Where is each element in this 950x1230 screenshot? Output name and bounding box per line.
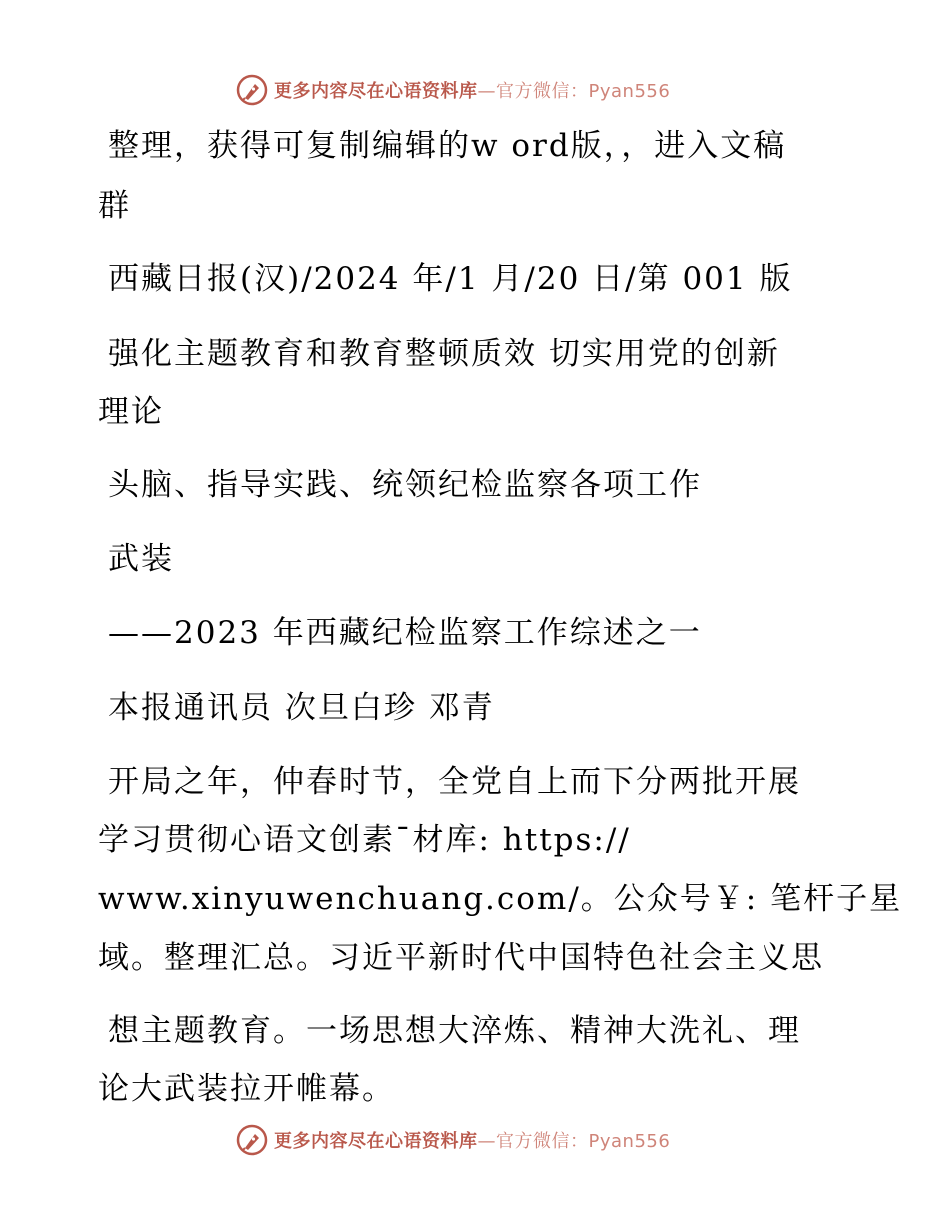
body-line-11: 学习贯彻心语文创素¯材库: https:// bbox=[98, 822, 631, 858]
body-line-15: 论大武装拉开帷幕。 bbox=[98, 1071, 395, 1107]
body-line-10: 开局之年，仲春时节，全党自上而下分两批开展 bbox=[108, 764, 801, 800]
banner-brand-text: 更多内容尽在心语资料库 bbox=[274, 81, 478, 102]
body-line-1: 整理，获得可复制编辑的w ord版，，进入文稿 bbox=[108, 128, 787, 164]
banner-brand-text: 更多内容尽在心语资料库 bbox=[274, 1131, 478, 1152]
body-line-12: www.xinyuwenchuang.com/。公众号￥: 笔杆子星 bbox=[98, 881, 903, 917]
footer-banner bbox=[236, 1122, 670, 1158]
body-line-14: 想主题教育。一场思想大淬炼、精神大洗礼、理 bbox=[108, 1013, 801, 1049]
fountain-pen-nib-icon bbox=[236, 1124, 268, 1156]
body-line-6: 头脑、指导实践、统领纪检监察各项工作 bbox=[108, 467, 702, 503]
body-line-2: 群 bbox=[98, 188, 131, 224]
body-line-8: ——2023 年西藏纪检监察工作综述之一 bbox=[108, 615, 702, 651]
fountain-pen-nib-icon bbox=[236, 74, 268, 106]
body-line-7: 武装 bbox=[108, 541, 174, 577]
header-banner bbox=[236, 72, 670, 108]
banner-wechat-text: —官方微信：Pyan556 bbox=[477, 1131, 671, 1152]
body-line-5: 理论 bbox=[98, 394, 164, 430]
body-line-13: 域。整理汇总。习近平新时代中国特色社会主义思 bbox=[98, 940, 824, 976]
body-line-4: 强化主题教育和教育整顿质效 切实用党的创新 bbox=[108, 336, 780, 372]
body-line-3: 西藏日报(汉)/2024 年/1 月/20 日/第 001 版 bbox=[108, 261, 793, 297]
body-line-9: 本报通讯员 次旦白珍 邓青 bbox=[108, 690, 495, 726]
banner-wechat-text: —官方微信：Pyan556 bbox=[477, 81, 671, 102]
